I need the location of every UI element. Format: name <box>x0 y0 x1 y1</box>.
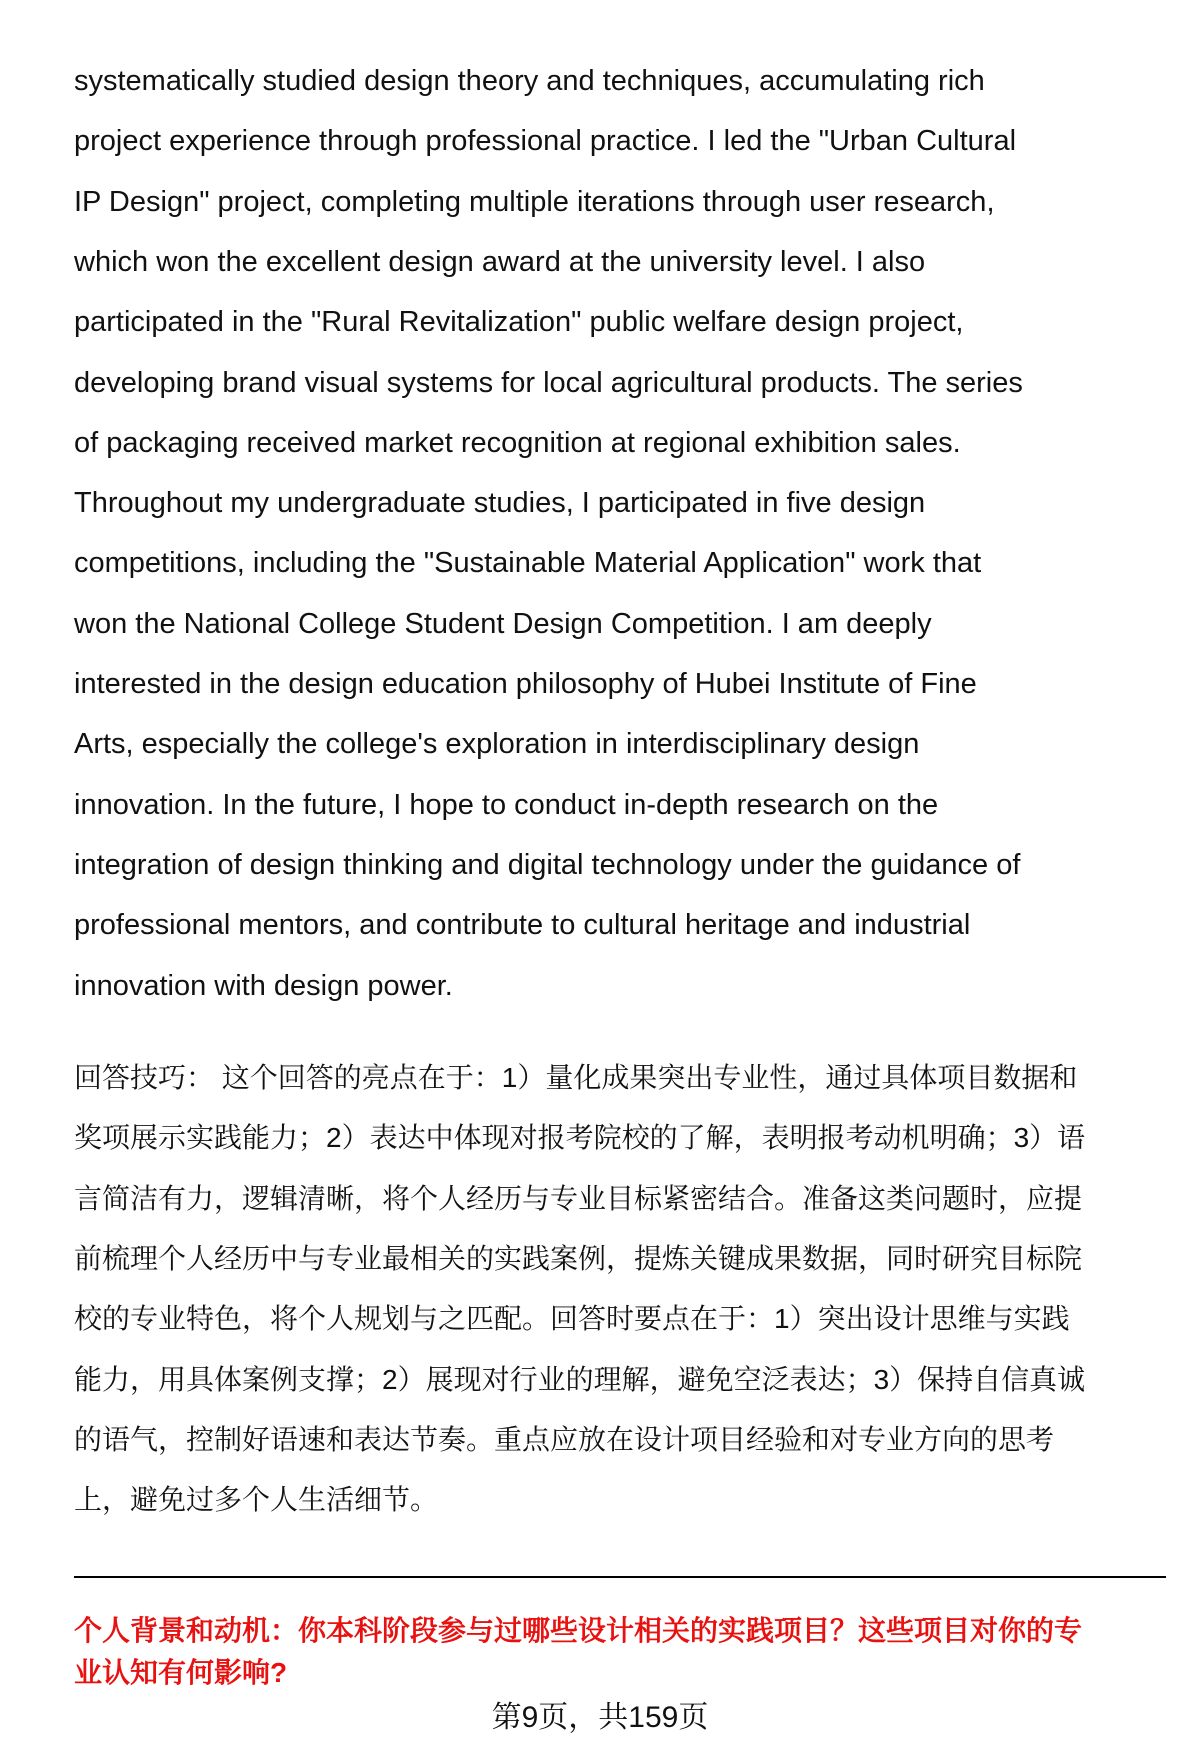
answer-line: participated in the "Rural Revitalization" public welfare design project, <box>74 306 964 339</box>
answer-line: which won the excellent design award at the university level. I also <box>74 245 926 278</box>
tips-line: 能力，用具体案例支撑；2）展现对行业的理解，避免空泛表达；3）保持自信真诚 <box>74 1363 1086 1395</box>
tips-line: 前梳理个人经历中与专业最相关的实践案例，提炼关键成果数据，同时研究目标院 <box>74 1242 1083 1274</box>
tips-line: 言简洁有力，逻辑清晰，将个人经历与专业目标紧密结合。准备这类问题时，应提 <box>74 1182 1083 1214</box>
next-question-line: 业认知有何影响? <box>74 1657 288 1688</box>
answer-line: competitions, including the "Sustainable Material Application" work that <box>74 547 982 580</box>
answer-line: project experience through professional practice. I led the "Urban Cultural <box>74 125 1017 158</box>
tips-line: 奖项展示实践能力；2）表达中体现对报考院校的了解，表明报考动机明确；3）语 <box>74 1122 1086 1154</box>
answer-line: of packaging received market recognition at regional exhibition sales. <box>74 426 961 459</box>
answer-line: Throughout my undergraduate studies, I participated in five design <box>74 487 926 520</box>
answer-line: innovation with design power. <box>74 969 453 1002</box>
page-number: 第9页，共159页 <box>491 1701 709 1734</box>
answer-line: professional mentors, and contribute to cultural heritage and industrial <box>74 909 971 942</box>
answer-line: IP Design" project, completing multiple iterations through user research, <box>74 185 995 218</box>
answer-line: Arts, especially the college's exploration in interdisciplinary design <box>74 728 920 761</box>
answer-line: systematically studied design theory and techniques, accumulating rich <box>74 65 985 97</box>
answer-line: won the National College Student Design Competition. I am deeply <box>74 607 932 640</box>
answer-line: integration of design thinking and digital technology under the guidance of <box>74 848 1021 881</box>
tips-line: 的语气，控制好语速和表达节奏。重点应放在设计项目经验和对专业方向的思考 <box>74 1423 1055 1455</box>
answer-line: developing brand visual systems for local agricultural products. The series <box>74 366 1023 399</box>
tips-line: 校的专业特色，将个人规划与之匹配。回答时要点在于：1）突出设计思维与实践 <box>74 1303 1070 1335</box>
answer-line: innovation. In the future, I hope to conduct in-depth research on the <box>74 788 939 821</box>
section-divider <box>74 1576 1166 1578</box>
next-question-line: 个人背景和动机：你本科阶段参与过哪些设计相关的实践项目？这些项目对你的专 <box>74 1615 1083 1646</box>
answer-line: interested in the design education philosophy of Hubei Institute of Fine <box>74 668 977 700</box>
tips-line: 上，避免过多个人生活细节。 <box>74 1484 439 1516</box>
tips-line: 回答技巧： 这个回答的亮点在于：1）量化成果突出专业性，通过具体项目数据和 <box>74 1062 1078 1093</box>
